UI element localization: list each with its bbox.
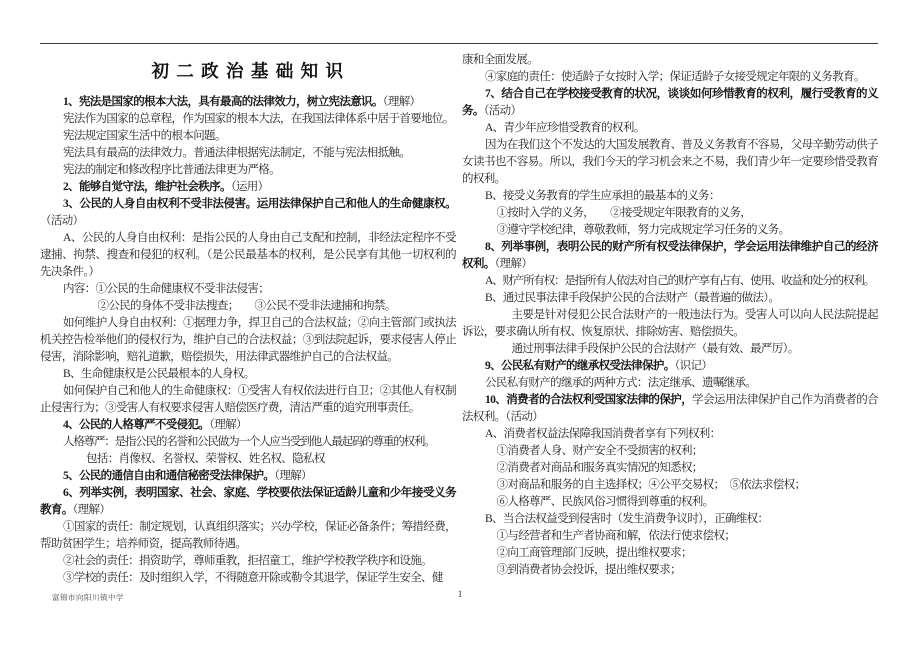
paragraph: 6、列举实例，表明国家、社会、家庭、学校要依法保证适龄儿童和少年接受义务教育。（理解） [40, 487, 456, 516]
paragraph: 2、能够自觉守法，维护社会秩序。（运用） [63, 181, 269, 193]
paragraph: ②社会的责任：捐资助学，尊师重教，拒招童工，维护学校教学秩序和设施。 [63, 555, 432, 567]
paragraph: A、青少年应珍惜受教育的权利。 [485, 122, 645, 134]
paragraph: ④家庭的责任：使适龄子女按时入学；保证适龄子女接受规定年限的义务教育。 [485, 71, 865, 83]
paragraph: 8、列举事例，表明公民的财产所有权受法律保护，学会运用法律维护自己的经济权利。（理解） [462, 241, 878, 270]
paragraph: 3、公民的人身自由权利不受非法侵害。运用法律保护自己和他人的生命健康权。（活动） [40, 198, 456, 227]
paragraph: ②消费者对商品和服务真实情况的知悉权； [496, 462, 703, 474]
paragraph: 9、公民私有财产的继承权受法律保护。（识记） [485, 360, 713, 372]
paragraph: 宪法作为国家的总章程，作为国家的根本大法，在我国法律体系中居于首要地位。 [63, 113, 454, 125]
paragraph: A、消费者权益法保障我国消费者享有下列权利： [485, 428, 721, 440]
paragraph: 宪法的制定和修改程序比普通法律更为严格。 [63, 164, 280, 176]
paragraph: 宪法具有最高的法律效力。普通法律根据宪法制定，不能与宪法相抵触。 [63, 147, 411, 159]
paragraph: 公民私有财产的继承的两种方式：法定继承、遗嘱继承。 [485, 377, 757, 389]
paragraph: ①国家的责任：制定规划，认真组织落实；兴办学校，保证必备条件；筹措经费，帮助贫困学生；培养师资，提高教师待遇。 [40, 521, 456, 550]
footer-school-name: 富锦市向阳川镇中学 [52, 593, 124, 602]
paragraph: 因为在我们这个不发达的大国发展教育、普及义务教育不容易，父母辛勤劳动供子女读书也不容易。所以，我们今天的学习机会来之不易，我们青少年一定要珍惜受教育的权利。 [462, 139, 878, 185]
left-column-paragraphs [40, 94, 456, 587]
paragraph: 7、结合自己在学校接受教育的状况，谈谈如何珍惜教育的权利，履行受教育的义务。（活动） [462, 88, 878, 117]
paragraph: 宪法规定国家生活中的根本问题。 [63, 130, 226, 142]
paragraph: B、当合法权益受到侵害时（发生消费争议时），正确维权： [485, 513, 769, 525]
paragraph: 人格尊严：是指公民的名誉和公民做为一个人应当受到他人最起码的尊重的权利。 [63, 436, 435, 448]
paragraph: A、财产所有权：是指所有人依法对自己的财产享有占有、使用、收益和处分的权利。 [485, 275, 874, 287]
paragraph: 康和全面发展。 [462, 54, 538, 66]
paragraph: 包括：肖像权、名誉权、荣誉权、姓名权、隐私权 [86, 453, 325, 465]
paragraph: ⑥人格尊严、民族风俗习惯得到尊重的权利。 [496, 496, 714, 508]
paragraph: A、公民的人身自由权利：是指公民的人身由自己支配和控制，非经法定程序不受逮捕、拘禁、搜查和侵犯的权利。（是公民最基本的权利，是公民享有其他一切权利的先决条件。） [40, 232, 456, 278]
left-column [40, 44, 456, 587]
paragraph: B、通过民事法律手段保护公民的合法财产（最普遍的做法）。 [485, 292, 780, 304]
document-title: 初 二 政 治 基 础 知 识 [151, 61, 345, 81]
paragraph: ③遵守学校纪律，尊敬教师，努力完成规定学习任务的义务。 [496, 224, 790, 236]
right-column-paragraphs [462, 52, 878, 579]
paragraph: 4、公民的人格尊严不受侵犯。（理解） [63, 419, 247, 431]
paragraph: 主要是针对侵犯公民合法财产的一般违法行为。受害人可以向人民法院提起诉讼，要求确认所有权、恢复原状、排除妨害、赔偿损失。 [462, 309, 878, 338]
paragraph: ③学校的责任：及时组织入学，不得随意开除或勒令其退学，保证学生安全、健 [63, 572, 443, 584]
footer-page-number: 1 [457, 590, 463, 600]
paragraph: B、接受义务教育的学生应承担的最基本的义务： [485, 190, 720, 202]
paragraph: 内容：①公民的生命健康权不受非法侵害； [63, 283, 270, 295]
paragraph: ③到消费者协会投诉，提出维权要求； [496, 564, 681, 576]
paragraph: ②公民的身体不受非法搜查； ③公民不受非法逮捕和拘禁。 [97, 300, 396, 312]
paragraph: ③对商品和服务的自主选择权；④公平交易权； ⑤依法求偿权； [496, 479, 806, 491]
paragraph: ①按时入学的义务， ②接受规定年限教育的义务， [496, 207, 752, 219]
right-column [462, 52, 878, 579]
paragraph: 通过刑事法律手段保护公民的合法财产（最有效、最严厉）。 [511, 343, 799, 355]
paragraph: 5、公民的通信自由和通信秘密受法律保护。（理解） [63, 470, 312, 482]
paragraph: ①消费者人身、财产安全不受损害的权利； [496, 445, 703, 457]
paragraph: B、生命健康权是公民最根本的人身权。 [63, 368, 255, 380]
paragraph: 10、消费者的合法权利受国家法律的保护，学会运用法律保护自己作为消费者的合法权利。（活动） [462, 394, 878, 423]
paragraph: ①与经营者和生产者协商和解，依法行使求偿权； [496, 530, 736, 542]
paragraph: ②向工商管理部门反映，提出维权要求； [496, 547, 692, 559]
paragraph: 如何保护自己和他人的生命健康权：①受害人有权依法进行自卫；②其他人有权制止侵害行为；③受害人有权要求侵害人赔偿医疗费，清洁严重的追究刑事责任。 [40, 385, 456, 414]
paragraph: 1、宪法是国家的根本大法，具有最高的法律效力，树立宪法意识。（理解） [63, 96, 421, 108]
paragraph: 如何维护人身自由权利：①据理力争，捍卫自己的合法权益；②向主管部门或执法机关控告检举他们的侵权行为，维护自己的合法权益；③到法院起诉，要求侵害人停止侵害，消除影响，赔礼道歉，赔偿损失，用法律武器维护自己的合法权益。 [40, 317, 456, 363]
